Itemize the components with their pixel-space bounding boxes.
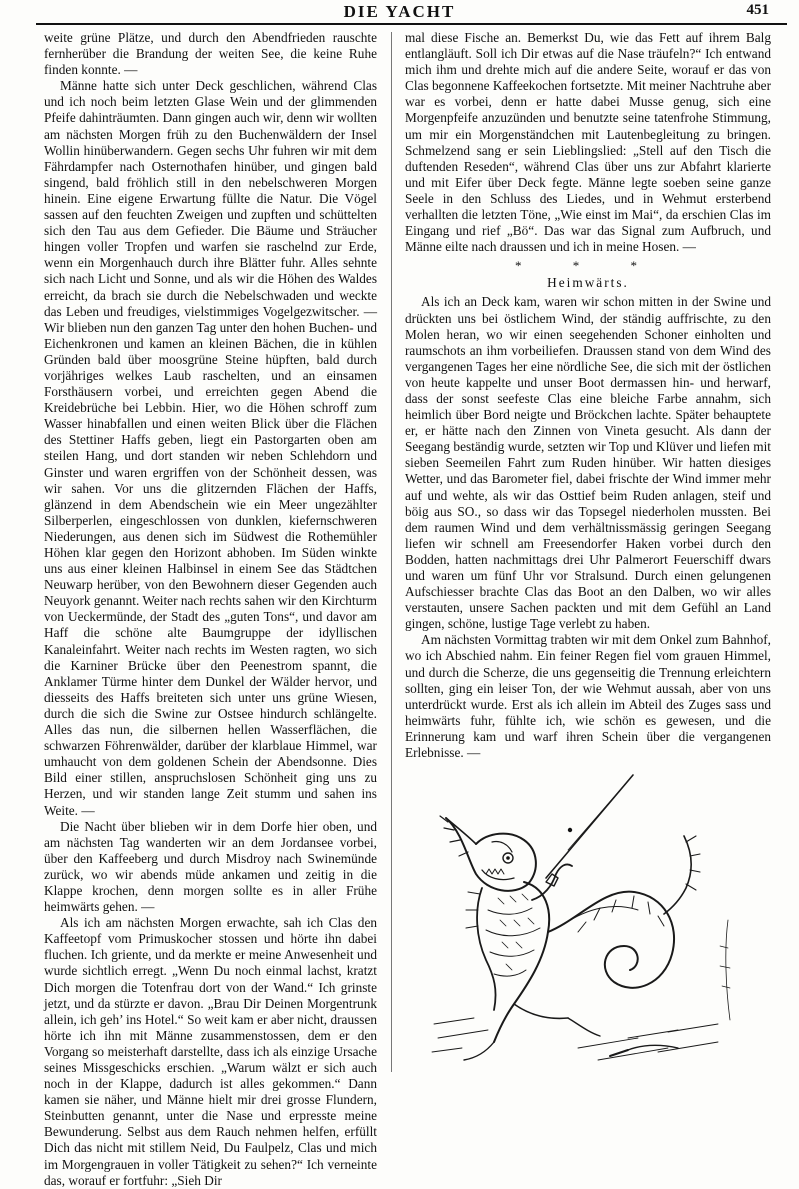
- paragraph: Männe hatte sich unter Deck geschlichen, während Clas und ich noch beim letzten Glase Wein und der glimmenden Pfeife dahinträumten. Dann gingen auch wir, denn wir wollten am nächsten Morgen früh zu den Buchenwäldern der Insel Wollin hinüberwandern. Gegen sechs Uhr fuhren wir mit dem Fährdampfer nach Osternothafen hinüber, und gingen bald singend, bald fröhlich still in den nebelschweren Morgen hinein. Eine eigene Erwartung füllte die Natur. Die Vögel sassen auf den feuchten Zweigen und zupften und schüttelten sich den Tau aus dem Gefieder. Die Bäume und Sträucher hingen voller Tropfen und warfen sie raschelnd zur Erde, wenn ein Morgenhauch durch ihre Blätter fuhr. Alles sehnte sich nach Licht und Sonne, und als wir die Höhen des Waldes erreicht, da brach sie durch die Nebelschwaden und weckte das Leben und freudiges, vielstimmiges Vogelgezwitscher. — Wir blieben nun den ganzen Tag unter den hohen Buchen- und Eichenkronen und kamen an kleinen Bächen, die in kühlen Gründen bald über moosgrüne Steine hüpften, bald durch vorjähriges welkes Laub raschelten, und an einsamen Forsthäusern vorbei, und erreichten gegen Abend die Kreidebrüche bei Lebbin. Hier, wo die Höhen schroff zum Wasser hinabfallen und einen weiten Blick über die Flächen des Stettiner Haffs geben, liegt ein Pastorgarten oben am steilen Hang, und dort standen wir neben Schlehdorn und Ginster und waren ergriffen von der Schönheit dessen, was wir sahen. Vor uns die glitzernden Flächen der Haffs, glänzend in dem Abendschein wie ein Meer ungezählter Silberperlen, eingeschlossen von dunklen, kiefernschweren Niederungen, aus denen sich im Südwest die Rothemühler Höhen klar gegen den Horizont abhoben. Im Süden winkte uns aus einer kleinen Halbinsel in einem See das Städtchen Neuwarp herüber, von den Bewohnern dieser Gegenden auch Neuyork genannt. Weiter nach rechts sahen wir den Kirchturm von Ueckermünde, der Stadt des „guten Tons“, und davor am Haff die schöne alte Baumgruppe der idyllischen Kanaleinfahrt. Weiter nach rechts im Westen ragten, wo sich die Karniner Brücke über den Peenestrom spannt, die Anklamer Türme hinter dem Dunkel der Wälder hervor, und diesseits des Haffs breiteten sich unter uns grüne Wiesen, durch die sich die Swine zur Ostsee hindurch schlängelte. Alles das nun, die silbernen hellen Wasserflächen, die schwarzen Föhrenwälder, darüber der klarblaue Himmel, war umhaucht von dem goldenen Schein der Abendsonne. Dies Bild einer stillen, anspruchslosen Schönheit ging uns zu Herzen, und wir standen lange Zeit stumm und sahen ins Weite. —: [44, 78, 377, 818]
- paragraph: Am nächsten Vormittag trabten wir mit dem Onkel zum Bahnhof, wo ich Abschied nahm. Ein feiner Regen fiel vom grauen Himmel, und durch die Scherze, die uns gegenseitig die Trennung erleichtern sollten, ging ein leiser Ton, der wie Wehmut aussah, aber von uns unterdrückt wurde. Erst als ich allein im Abteil des Zuges sass und heimwärts fuhr, fühlte ich, wie schön es gewesen, und die Erinnerung kam und warf ihren Schein über die vergangenen Erlebnisse. —: [405, 632, 771, 761]
- paragraph: Die Nacht über blieben wir in dem Dorfe hier oben, und am nächsten Tag wanderten wir an dem Jordansee vorbei, über den Kaffeeberg und durch Misdroy nach Swinemünde zurück, wo wir abends müde ankamen und zeitig in die Klappe krochen, denn morgen sollte es in aller Frühe heimwärts gehen. —: [44, 818, 377, 915]
- fish-creature-drawing-icon: [428, 770, 740, 1070]
- paragraph: Als ich an Deck kam, waren wir schon mitten in der Swine und drückten uns bei östlichem Wind, der ständig auffrischte, zu den Molen heran, wo wir einen seegehenden Schoner einholten und raumschots an ihm vorbeiliefen. Draussen stand von dem Wind des vergangenen Tages her eine nördliche See, die sich mit der östlichen von heute kappelte und unser Boot dermassen hin- und herwarf, dass der sonst seefeste Clas eine bleiche Farbe annahm, sich heimlich über Bord neigte und Bröckchen lachte. Später behauptete er, er hätte nach den Zinnen von Vineta gesucht. Als dann der Seegang beständig wurde, setzten wir Top und Klüver und liefen mit sieben Seemeilen Fahrt zum Ruden hinüber. Wir hatten diesiges Wetter, und das Barometer fiel, dabei frischte der Wind immer mehr auf und wehte, als wir das Osttief beim Ruden anlagen, steif und böig aus SO., so dass wir das Topsegel niederholen mussten. Bei dem raumen Wind und dem verhältnissmässig geringen Seegang liefen wir schnell am Freesendorfer Haken vorbei durch den Bodden, hatten nachmittags drei Uhr Palmerort Feuerschiff dwars und waren um fünf Uhr vor Stralsund. Durch einen gelungenen Aufschiesser brachte Clas das Boot an den Dalben, wo wir alles verstauten, unsere Sachen packten und mit dem Gefühl an Land gingen, schöne, lustige Tage verlebt zu haben.: [405, 294, 771, 632]
- header-rule: [36, 23, 787, 25]
- running-title: DIE YACHT: [343, 2, 456, 21]
- page-number: 451: [746, 2, 769, 18]
- column-divider: [391, 32, 392, 1072]
- illustration: [428, 770, 740, 1070]
- section-heading: Heimwärts.: [547, 275, 629, 291]
- paragraph: Als ich am nächsten Morgen erwachte, sah ich Clas den Kaffeetopf vom Primuskocher stossen und hörte ihn dabei fluchen. Ich griente, und da merkte er meine Anwesenheit und wurde sichtlich erregt. „Wenn Du noch einmal lachst, kratzt Dich morgen die Totenfrau dort von der Wand.“ Ich grinste jetzt, und da stürzte er davon. „Brau Dir Deinen Morgentrunk allein, ich geh’ ins Hotel.“ So weit kam er aber nicht, draussen hörte ich ihn mit Männe zusammenstossen, dem er den Vorgang so meisterhaft darstellte, dass ich als einzige Ursache seines Missgeschicks erschien. „Warum wälzt er sich auch noch in der Klappe, dadurch ist alles gekommen.“ Dann kamen sie näher, und Männe hielt mir drei grosse Flundern, Steinbutten genannt, unter die Nase und erpresste meine Bewunderung. Selbst aus dem Rauch nehmen helfen, erfüllt Dich das nicht mit stillem Neid, Du Faulpelz, Clas und mich im Morgengrauen in voller Tätigkeit zu sehen?“ Ich verneinte das, worauf er fortfuhr: „Sieh Dir: [44, 915, 377, 1188]
- paragraph: weite grüne Plätze, und durch den Abendfrieden rauschte fernherüber die Brandung der weiten See, die keine Ruhe finden konnte. —: [44, 30, 377, 78]
- right-column: [405, 30, 772, 761]
- paragraph: mal diese Fische an. Bemerkst Du, wie das Fett auf ihrem Balg entlangläuft. Soll ich Dir etwas auf die Nase träufeln?“ Ich entwand mich ihm und drehte mich auf die andere Seite, worauf er das von Clas begonnene Kaffeekochen fortsetzte. Mit meiner Nachtruhe aber war es vorbei, denn er hatte dabei Musse genug, sich eine Morgenpfeife anzuzünden und benutzte seine tatenfrohe Stimmung, um mir ein Morgenständchen mit Lautenbegleitung zu bringen. Schmelzend sang er sein Lieblingslied: „Stell auf den Tisch die duftenden Reseden“, während Clas über uns zur Abfahrt klarierte und mit Eifer über Deck fegte. Männe legte soeben seine ganze Seele in den Schluss des Liedes, und in Wehmut ersterbend verhallten die letzten Töne, „Wie einst im Mai“, da erschien Clas im Eingang und rief „Bö“. Das war das Signal zum Aufbruch, und Männe eilte nach draussen und ich in meine Hosen. —: [405, 30, 772, 255]
- left-column: [44, 30, 377, 1188]
- page-header: [0, 0, 799, 26]
- section-stars: * * *: [515, 258, 661, 274]
